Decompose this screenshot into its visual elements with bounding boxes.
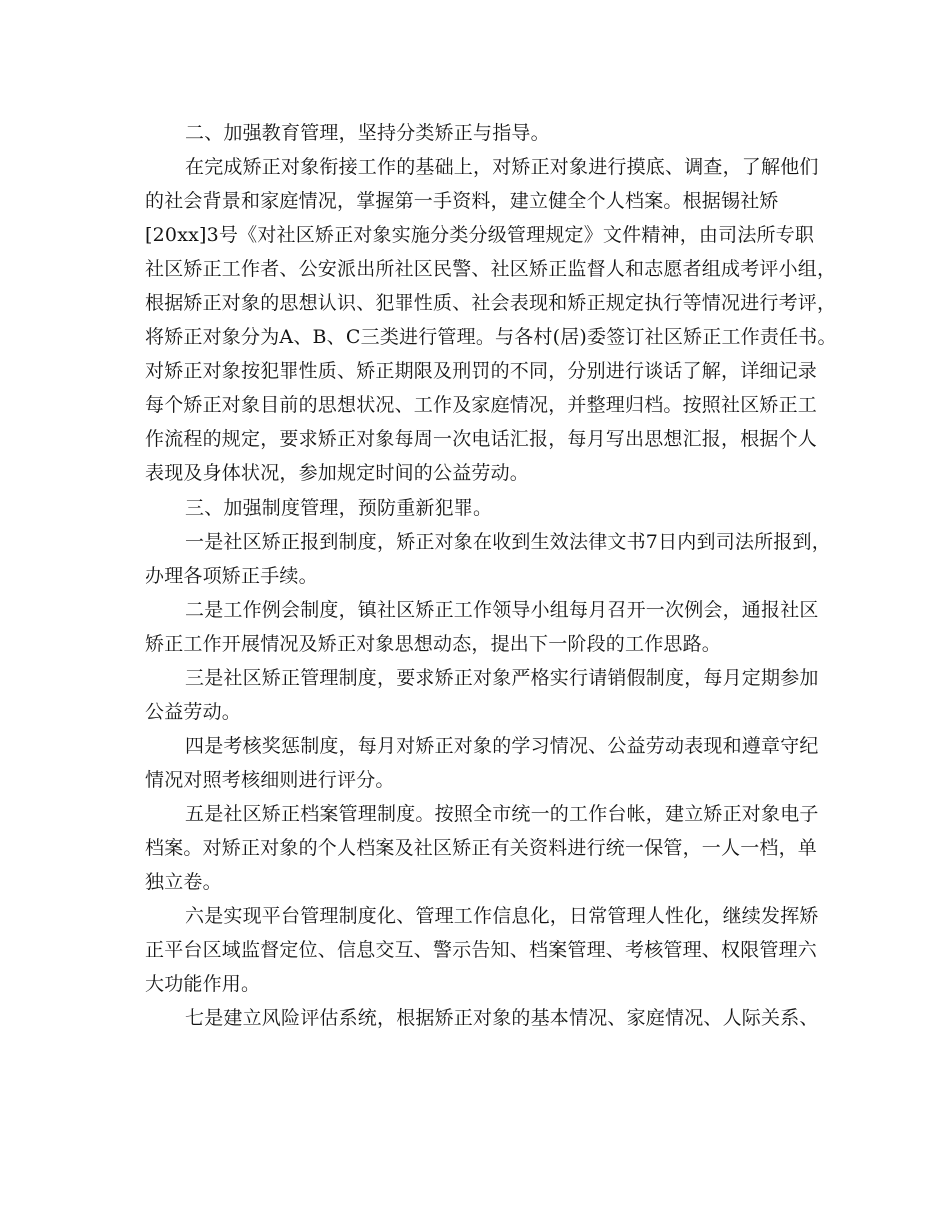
paragraph-line: 独立卷。: [145, 871, 222, 894]
paragraph-line: 情况对照考核细则进行评分。: [145, 768, 395, 791]
paragraph-line: 作流程的规定，要求矫正对象每周一次电话汇报，每月写出思想汇报，根据个人: [145, 428, 818, 451]
paragraph-line: 五是社区矫正档案管理制度。按照全市统一的工作台帐，建立矫正对象电子: [185, 802, 819, 825]
paragraph-line: 四是考核奖惩制度，每月对矫正对象的学习情况、公益劳动表现和遵章守纪: [185, 734, 819, 757]
paragraph-line: 每个矫正对象目前的思想状况、工作及家庭情况，并整理归档。按照社区矫正工: [145, 394, 818, 417]
paragraph-line: 三是社区矫正管理制度，要求矫正对象严格实行请销假制度，每月定期参加: [185, 666, 819, 689]
section-heading-education: 二、加强教育管理，坚持分类矫正与指导。: [185, 122, 550, 144]
paragraph-line: 办理各项矫正手续。: [145, 564, 318, 587]
paragraph-line: 在完成矫正对象衔接工作的基础上，对矫正对象进行摸底、调查，了解他们: [185, 156, 819, 179]
paragraph-line: 公益劳动。: [145, 700, 242, 723]
document-body: [145, 116, 837, 1035]
paragraph-line: [20xx]3号《对社区矫正对象实施分类分级管理规定》文件精神，由司法所专职: [145, 224, 815, 247]
paragraph-line: 正平台区域监督定位、信息交互、警示告知、档案管理、考核管理、权限管理六: [145, 939, 818, 962]
paragraph-line: 大功能作用。: [145, 973, 261, 996]
paragraph-line: 的社会背景和家庭情况，掌握第一手资料，建立健全个人档案。根据锡社矫: [145, 190, 779, 213]
paragraph-line: 根据矫正对象的思想认识、犯罪性质、社会表现和矫正规定执行等情况进行考评，: [145, 292, 837, 315]
paragraph-line: 二是工作例会制度，镇社区矫正工作领导小组每月召开一次例会，通报社区: [185, 598, 819, 621]
paragraph-line: 社区矫正工作者、公安派出所社区民警、社区矫正监督人和志愿者组成考评小组，: [145, 258, 837, 281]
section-heading-system: 三、加强制度管理，预防重新犯罪。: [185, 496, 493, 519]
paragraph-line: 档案。对矫正对象的个人档案及社区矫正有关资料进行统一保管，一人一档，单: [145, 836, 818, 859]
paragraph-line: 七是建立风险评估系统，根据矫正对象的基本情况、家庭情况、人际关系、: [185, 1007, 819, 1030]
paragraph-line: 将矫正对象分为A、B、C三类进行管理。与各村(居)委签订社区矫正工作责任书。: [145, 326, 837, 349]
paragraph-line: 对矫正对象按犯罪性质、矫正期限及刑罚的不同，分别进行谈话了解，详细记录: [145, 360, 818, 383]
paragraph-line: 六是实现平台管理制度化、管理工作信息化，日常管理人性化，继续发挥矫: [185, 905, 819, 928]
paragraph-line: 矫正工作开展情况及矫正对象思想动态，提出下一阶段的工作思路。: [145, 632, 722, 655]
paragraph-line: 表现及身体状况，参加规定时间的公益劳动。: [145, 462, 530, 485]
paragraph-line: 一是社区矫正报到制度，矫正对象在收到生效法律文书7日内到司法所报到，: [185, 530, 831, 553]
